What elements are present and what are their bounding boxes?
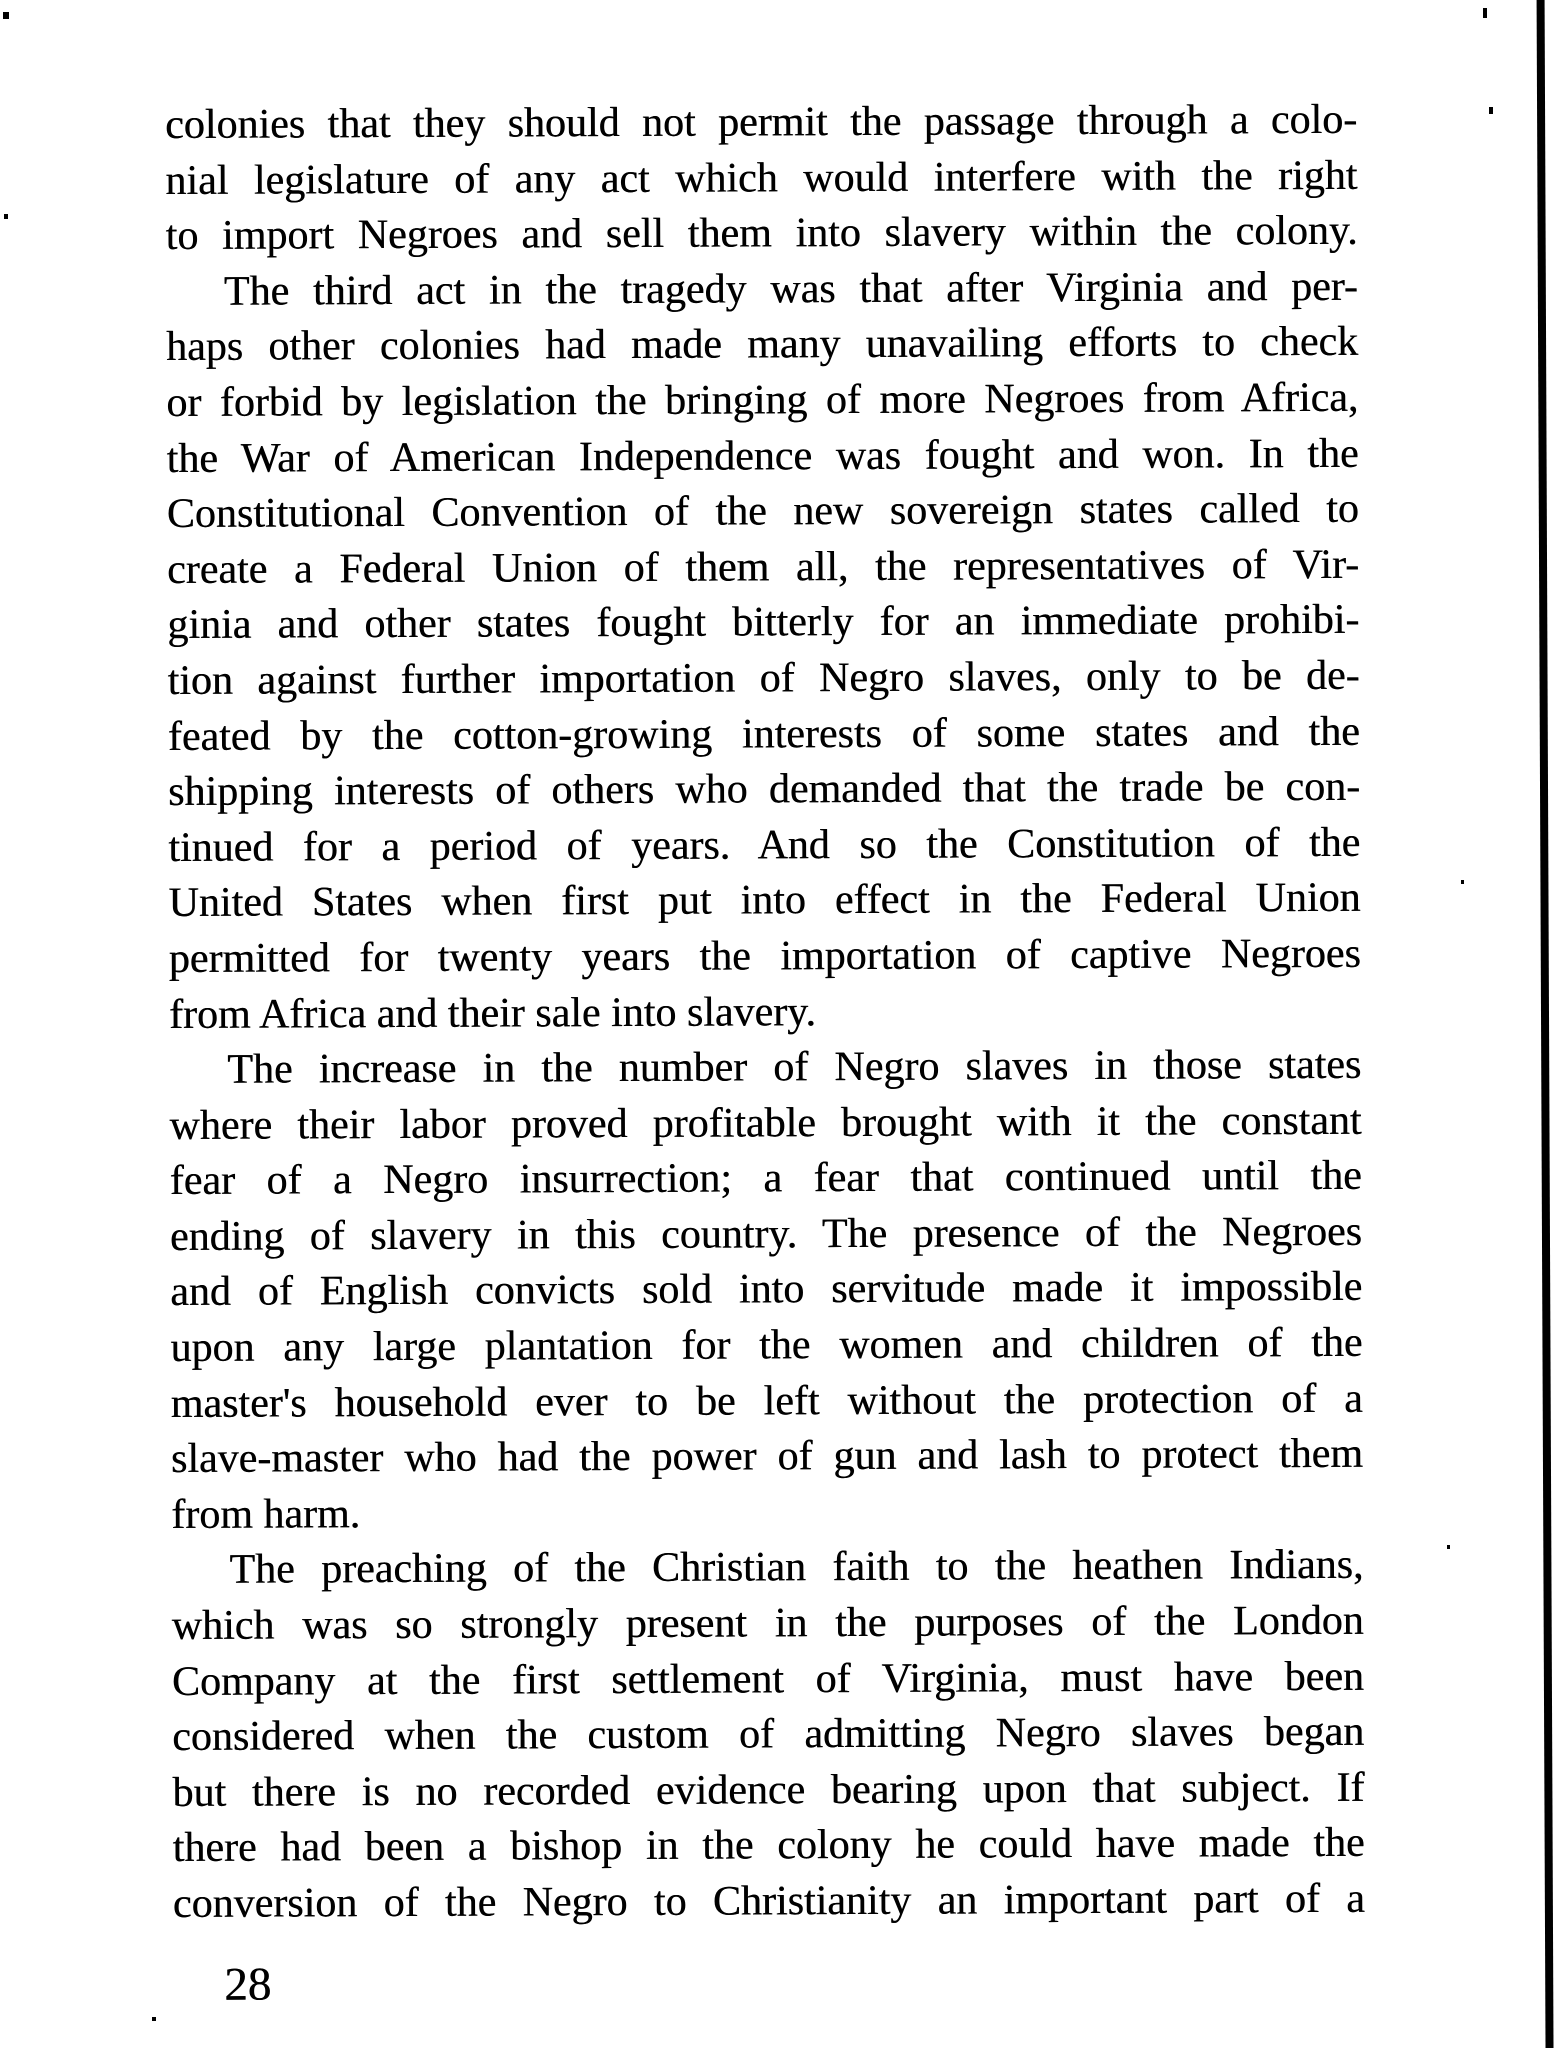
text-line: upon any large plantation for the women and children of the	[170, 1319, 1363, 1372]
text-line: considered when the custom of admitting Negro slaves began	[172, 1709, 1365, 1761]
text-line: and of English convicts sold into servitude made it impossible	[170, 1264, 1363, 1316]
text-line: The preaching of the Christian faith to the heathen Indians,	[229, 1542, 1364, 1594]
text-line: shipping interests of others who demanded that the trade be con-	[167, 763, 1361, 816]
text-line: but there is no recorded evidence bearing upon that subject. If	[172, 1764, 1365, 1816]
text-line: nial legislature of any act which would interfere with the right	[165, 152, 1358, 204]
scan-speck	[1461, 880, 1464, 884]
scan-speck	[1447, 1545, 1450, 1549]
text-line: tinued for a period of years. And so the Constitution of the	[168, 819, 1361, 871]
text-line: United States when first put into effect in the Federal Union	[168, 875, 1361, 927]
scan-speck	[152, 2017, 156, 2021]
text-line: haps other colonies had made many unavailing efforts to check	[165, 319, 1359, 371]
scan-speck	[3, 12, 9, 19]
text-line: master's household ever to be left without the protection of a	[170, 1375, 1363, 1427]
scan-speck	[4, 214, 8, 219]
text-line: ginia and other states fought bitterly for an immediate prohibi-	[167, 597, 1360, 649]
scan-speck	[1489, 107, 1493, 114]
text-line: colonies that they should not permit the passage through a colo-	[165, 96, 1358, 148]
text-line: the War of American Independence was fought and won. In the	[166, 430, 1359, 482]
scan-artifact-right-bar	[1537, 0, 1554, 2048]
page-number: 28	[224, 1958, 272, 2011]
text-line: Constitutional Convention of the new sovereign states called to	[166, 485, 1359, 538]
text-line: which was so strongly present in the purposes of the London	[171, 1597, 1364, 1650]
text-line: where their labor proved profitable brought with it the constant	[169, 1097, 1362, 1149]
text-line: The increase in the number of Negro slaves in those states	[227, 1041, 1362, 1093]
text-line: conversion of the Negro to Christianity an important part of a	[172, 1875, 1365, 1927]
text-line: or forbid by legislation the bringing of more Negroes from Africa,	[166, 374, 1359, 426]
text-line: The third act in the tragedy was that after Virginia and per-	[223, 263, 1358, 315]
scan-speck	[1483, 8, 1487, 18]
text-line: feated by the cotton-growing interests of some states and the	[167, 708, 1360, 760]
text-line: Company at the first settlement of Virginia, must have been	[171, 1653, 1364, 1705]
text-line: ending of slavery in this country. The presence of the Negroes	[169, 1208, 1363, 1260]
text-line: to import Negroes and sell them into slavery within the colony.	[165, 207, 1358, 260]
text-line: slave-master who had the power of gun and lash to protect them	[170, 1431, 1364, 1483]
text-line: tion against further importation of Negro slaves, only to be de-	[167, 652, 1360, 704]
text-line: create a Federal Union of them all, the representatives of Vir-	[166, 541, 1360, 593]
text-line: permitted for twenty years the importation of captive Negroes	[168, 930, 1361, 982]
text-line: from harm.	[171, 1491, 361, 1538]
text-line: from Africa and their sale into slavery.	[168, 988, 816, 1038]
page-text-block	[165, 93, 1365, 1933]
text-line: there had been a bishop in the colony he could have made the	[172, 1820, 1365, 1872]
text-line: fear of a Negro insurrection; a fear that continued until the	[169, 1153, 1362, 1205]
